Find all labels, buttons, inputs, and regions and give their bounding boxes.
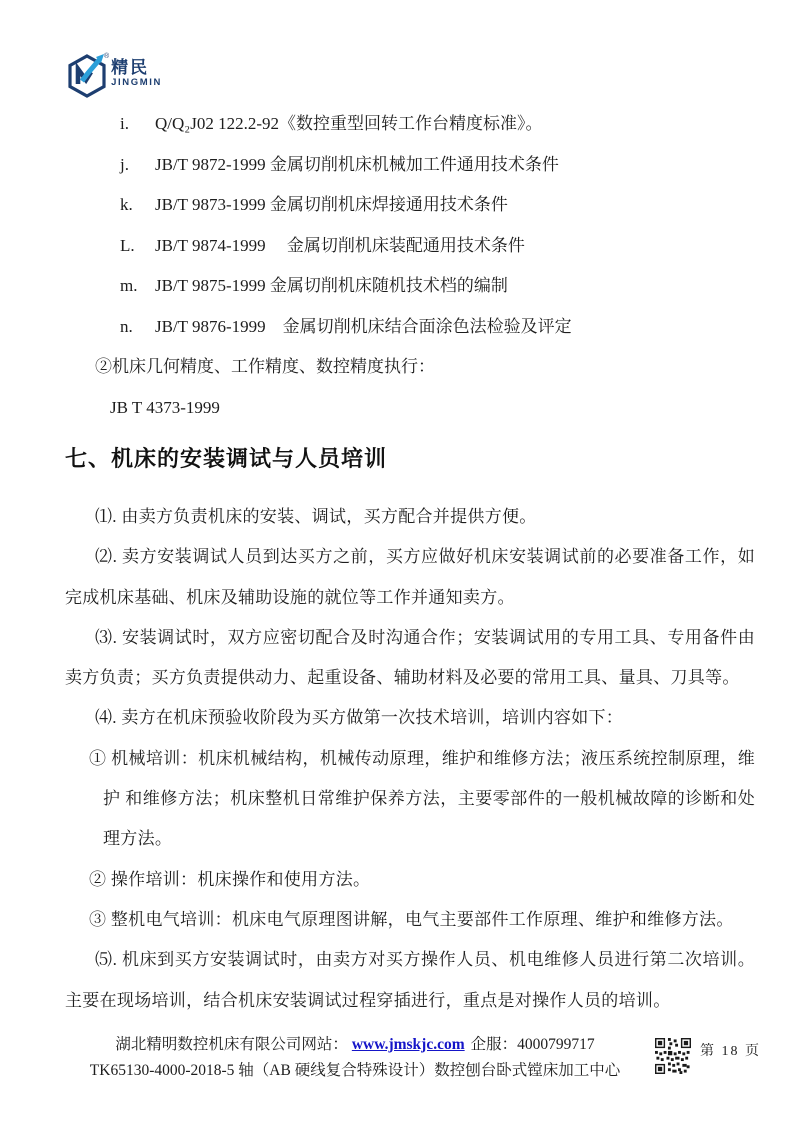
standard-item: [65, 307, 755, 348]
website-link[interactable]: www.jmskjc.com: [351, 1036, 465, 1053]
standard-item-label: m.: [120, 276, 138, 295]
paragraph-2: ⑵. 卖方安装调试人员到达买方之前，买方应做好机床安装调试前的必要准备工作，如完成机床基础、机床及辅助设施的就位等工作并通知卖方。: [65, 547, 755, 607]
qr-code-icon: [655, 1038, 691, 1079]
page-number: 第 18 页: [700, 1044, 761, 1059]
registered-mark: ®: [104, 53, 110, 60]
section-body: [65, 497, 755, 1021]
footer-text: [60, 1032, 650, 1084]
paragraph-3: ⑶. 安装调试时，双方应密切配合及时沟通合作；安装调试用的专用工具、专用备件由卖方负责；买方负责提供动力、起重设备、辅助材料及必要的常用工具、量具、刀具等。: [65, 627, 755, 688]
standard-item-label: j.: [120, 154, 129, 174]
standard-item: [65, 266, 755, 307]
standard-item-text: JB/T 9873-1999 金属切削机床焊接通用技术条件: [155, 195, 508, 214]
standard-item-label: L.: [120, 235, 135, 255]
logo-en-text: JINGMIN: [111, 77, 162, 88]
standard-item-label: n.: [120, 316, 133, 336]
paragraph-4: ⑷. 卖方在机床预验收阶段为买方做第一次技术培训，培训内容如下：: [95, 708, 624, 728]
precision-note: ②机床几何精度、工作精度、数控精度执行：: [95, 357, 435, 376]
training-item-3: ③ 整机电气培训：机床电气原理图讲解，电气主要部件工作原理、维护和维修方法。: [89, 909, 734, 929]
document-body: [65, 104, 755, 1021]
standard-item-text: JB/T 9872-1999 金属切削机床机械加工件通用技术条件: [155, 154, 559, 174]
footer-service-suffix: 企服：4000799717: [470, 1036, 595, 1053]
standard-item: [65, 104, 755, 145]
footer-company-line: [60, 1032, 650, 1058]
training-item-1: ① 机械培训：机床机械结构，机械传动原理，维护和维修方法；液压系统控制原理，维护 和维修方法；机床整机日常维护保养方法，主要零部件的一般机械故障的诊断和处理方法。: [89, 748, 755, 849]
standard-item: [65, 226, 755, 267]
standard-item-text: Q/Q₂J02 122.2-92《数控重型回转工作台精度标准》。: [155, 114, 543, 133]
paragraph-5: ⑸. 机床到买方安装调试时，由卖方对买方操作人员、机电维修人员进行第二次培训。主要在现场培训，结合机床安装调试过程穿插进行，重点是对操作人员的培训。: [65, 950, 755, 1010]
standard-item: [65, 185, 755, 226]
footer-company-prefix: 湖北精明数控机床有限公司网站：: [115, 1036, 348, 1053]
standard-item: [65, 145, 755, 186]
standard-item-text: JB/T 9875-1999 金属切削机床随机技术档的编制: [155, 276, 508, 295]
standard-item-label: i.: [120, 114, 129, 133]
logo-cn-text: 精民: [111, 58, 150, 77]
section-heading: 七、机床的安装调试与人员培训: [65, 446, 388, 471]
precision-standard: JB T 4373-1999: [110, 397, 220, 417]
jingmin-logo: [66, 53, 162, 99]
jingmin-hexagon-icon: [66, 53, 108, 99]
paragraph-1: ⑴. 由卖方负责机床的安装、调试，买方配合并提供方便。: [95, 507, 537, 526]
footer-machine-line: TK65130-4000-2018-5 轴（AB 硬线复合特殊设计）数控刨台卧式镗床加工中心: [89, 1062, 621, 1079]
standard-item-text: JB/T 9876-1999 金属切削机床结合面涂色法检验及评定: [155, 316, 572, 336]
standard-item-label: k.: [120, 195, 133, 214]
training-item-2: ② 操作培训：机床操作和使用方法。: [89, 869, 371, 889]
standard-item-text: JB/T 9874-1999 金属切削机床装配通用技术条件: [155, 235, 525, 255]
